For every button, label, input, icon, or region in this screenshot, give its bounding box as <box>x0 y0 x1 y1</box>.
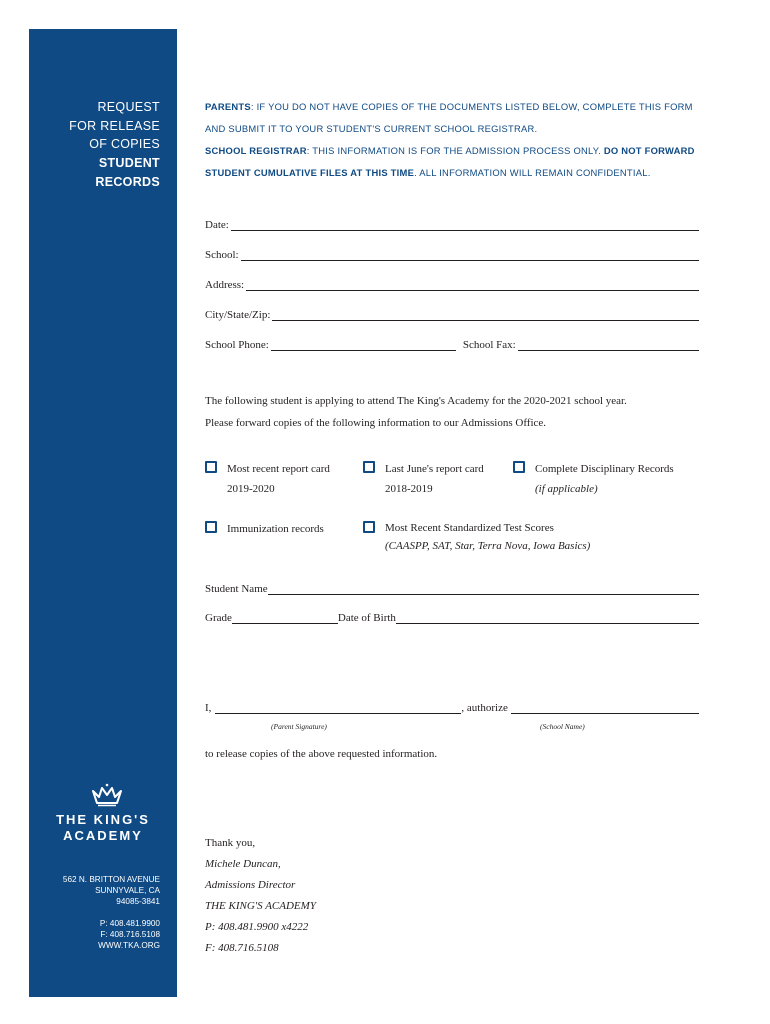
phone-fax-row <box>205 337 699 351</box>
registrar-label: SCHOOL REGISTRAR <box>205 145 307 156</box>
parents-instruction <box>205 101 693 112</box>
registrar-instruction-2 <box>205 167 651 178</box>
title-line: FOR RELEASE <box>69 118 160 133</box>
checkbox[interactable] <box>205 521 217 533</box>
immunization-label: Immunization records <box>227 523 324 535</box>
registrar-instruction <box>205 145 695 156</box>
address-block <box>63 874 160 907</box>
city-label: City/State/Zip: <box>205 309 271 321</box>
address-field[interactable] <box>205 277 699 291</box>
school-phone-label: School Phone: <box>205 339 269 351</box>
address-line: 94085-3841 <box>116 897 160 906</box>
report-card-year: 2019-2020 <box>227 483 275 495</box>
intro-line-1: The following student is applying to attend The King's Academy for the 2020-2021 school year. <box>205 395 627 407</box>
june-report-label: Last June's report card <box>385 463 484 475</box>
school-name-caption: (School Name) <box>540 722 585 731</box>
parents-label: PARENTS <box>205 101 251 112</box>
checkbox[interactable] <box>205 461 217 473</box>
school-field[interactable] <box>205 247 699 261</box>
title-line: RECORDS <box>95 174 160 189</box>
checkbox[interactable] <box>363 521 375 533</box>
registrar-bold: DO NOT FORWARD <box>603 145 695 156</box>
student-name-field[interactable] <box>205 581 699 595</box>
immunization-option[interactable] <box>205 519 324 539</box>
title-line: OF COPIES <box>89 137 160 152</box>
parent-signature-caption: (Parent Signature) <box>271 722 327 731</box>
report-card-label: Most recent report card <box>227 463 330 475</box>
dob-label: Date of Birth <box>337 612 396 624</box>
address-line: 562 N. BRITTON AVENUE <box>62 875 160 884</box>
address-line: SUNNYVALE, CA <box>95 886 160 895</box>
checkbox[interactable] <box>513 461 525 473</box>
parents-instruction-2: AND SUBMIT IT TO YOUR STUDENT'S CURRENT SCHOOL REGISTRAR. <box>205 123 538 134</box>
test-scores-note: (CAASPP, SAT, Star, Terra Nova, Iowa Basics) <box>385 540 591 552</box>
registrar-text: : THIS INFORMATION IS FOR THE ADMISSION PROCESS ONLY. <box>306 145 604 156</box>
signer-title: Admissions Director <box>205 879 296 891</box>
date-line[interactable] <box>231 220 699 231</box>
student-name-line[interactable] <box>268 584 699 595</box>
city-line[interactable] <box>272 310 699 321</box>
website-link[interactable]: WWW.TKA.ORG <box>98 941 160 950</box>
address-label: Address: <box>205 279 245 291</box>
school-line[interactable] <box>241 250 699 261</box>
test-scores-option[interactable] <box>363 519 590 555</box>
school-fax-label: School Fax: <box>462 339 516 351</box>
parents-text: : IF YOU DO NOT HAVE COPIES OF THE DOCUMENTS LISTED BELOW, COMPLETE THIS FORM <box>250 101 693 112</box>
intro-line-2: Please forward copies of the following information to our Admissions Office. <box>205 417 547 429</box>
school-fax-line[interactable] <box>518 340 699 351</box>
release-text: to release copies of the above requested information. <box>205 748 438 760</box>
signer-fax: F: 408.716.5108 <box>205 942 279 954</box>
thanks-text: Thank you, <box>205 837 256 849</box>
school-phone-line[interactable] <box>271 340 456 351</box>
registrar-text-2: . ALL INFORMATION WILL REMAIN CONFIDENTIAL. <box>414 167 651 178</box>
registrar-bold-2: STUDENT CUMULATIVE FILES AT THIS TIME <box>205 167 415 178</box>
title-line: STUDENT <box>98 156 160 171</box>
school-label: School: <box>205 249 239 261</box>
parent-signature-line[interactable] <box>215 703 461 714</box>
test-scores-label: Most Recent Standardized Test Scores <box>385 522 554 534</box>
date-label: Date: <box>205 219 229 231</box>
grade-dob-row <box>205 610 699 624</box>
signer-phone: P: 408.481.9900 x4222 <box>205 921 309 933</box>
report-card-option[interactable] <box>205 459 330 499</box>
authorization-prefix: I, <box>205 702 212 714</box>
city-field[interactable] <box>205 307 699 321</box>
authorization-row <box>205 700 699 714</box>
checkbox[interactable] <box>363 461 375 473</box>
june-report-option[interactable] <box>363 459 484 499</box>
disciplinary-note: (if applicable) <box>535 483 598 495</box>
brand-name: THE KING'S <box>56 812 150 827</box>
grade-label: Grade <box>205 612 232 624</box>
disciplinary-option[interactable] <box>513 459 674 499</box>
date-field[interactable] <box>205 217 699 231</box>
student-name-label: Student Name <box>205 583 268 595</box>
grade-line[interactable] <box>232 613 338 624</box>
brand-name: ACADEMY <box>63 828 143 843</box>
contact-block <box>98 918 160 951</box>
title-line: REQUEST <box>97 100 160 114</box>
authorize-text: , authorize <box>461 702 508 714</box>
signer-org: THE KING'S ACADEMY <box>205 900 316 912</box>
disciplinary-label: Complete Disciplinary Records <box>535 463 674 475</box>
dob-line[interactable] <box>396 613 699 624</box>
phone-text: P: 408.481.9900 <box>99 919 160 928</box>
sidebar <box>29 29 177 997</box>
address-line[interactable] <box>246 280 699 291</box>
crown-icon <box>90 783 124 807</box>
school-name-line[interactable] <box>511 703 699 714</box>
fax-text: F: 408.716.5108 <box>100 930 160 939</box>
form-title <box>69 98 160 192</box>
signature-block <box>205 833 316 959</box>
june-report-year: 2018-2019 <box>385 483 433 495</box>
signer-name: Michele Duncan, <box>205 858 281 870</box>
